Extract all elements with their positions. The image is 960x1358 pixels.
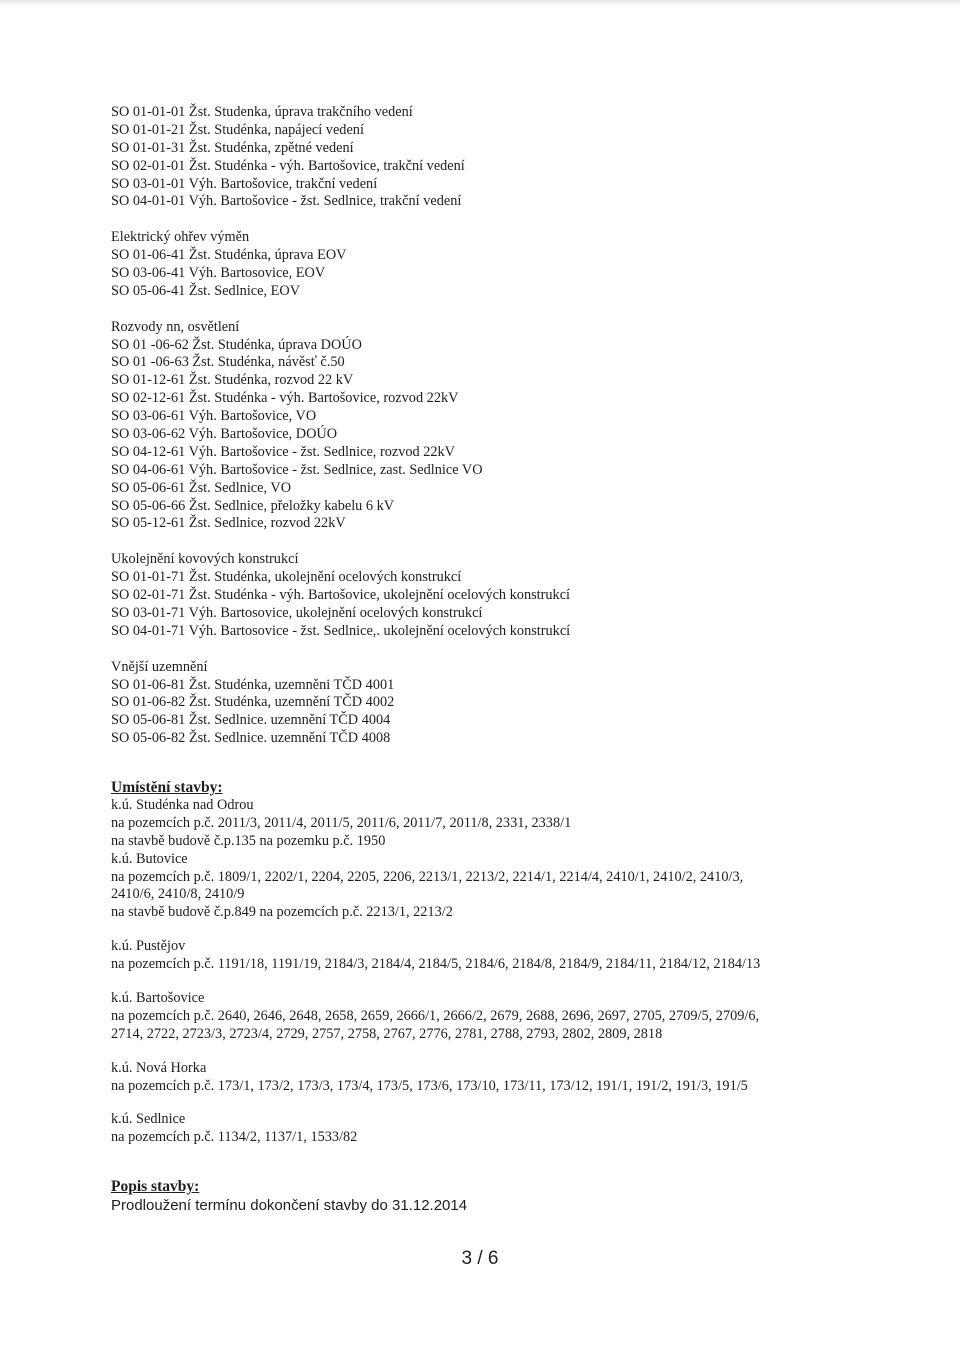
list-item: SO 05-06-41 Žst. Sedlnice, EOV [111, 282, 301, 299]
list-item: SO 04-01-71 Výh. Bartosovice - žst. Sedlnice,. ukolejnění ocelových konstrukcí [111, 622, 571, 639]
page-number: 3 / 6 [461, 1248, 499, 1269]
cadastral-area: k.ú. Studénka nad Odrou [111, 796, 254, 813]
grounding-section [111, 659, 931, 748]
list-item: SO 03-06-62 Výh. Bartošovice, DOÚO [111, 426, 338, 443]
list-item: SO 05-06-81 Žst. Sedlnice. uzemnění TČD 4004 [111, 712, 391, 729]
list-item: SO 05-06-66 Žst. Sedlnice, přeložky kabelu 6 kV [111, 497, 395, 514]
section-title: Ukolejnění kovových konstrukcí [111, 551, 299, 568]
list-item: SO 03-01-71 Výh. Bartosovice, ukolejnění ocelových konstrukcí [111, 604, 483, 621]
list-item: SO 04-12-61 Výh. Bartošovice - žst. Sedlnice, rozvod 22kV [111, 443, 455, 460]
traction-list [111, 104, 931, 211]
spacer [111, 533, 931, 551]
spacer [111, 1044, 931, 1060]
list-item: SO 01-06-41 Žst. Studénka, úprava EOV [111, 247, 347, 264]
document-body [111, 104, 931, 1214]
parcel-list: na pozemcích p.č. 1809/1, 2202/1, 2204, 2205, 2206, 2213/1, 2213/2, 2214/1, 2214/4, 2410/1, 2410/2, 2410/3, [111, 868, 744, 885]
section-title: Rozvody nn, osvětlení [111, 318, 240, 335]
list-item: SO 01-01-01 Žst. Studenka, úprava trakčního vedení [111, 104, 413, 120]
description-text: Prodloužení termínu dokončení stavby do 31.12.2014 [111, 1197, 468, 1215]
parcel-list: na pozemcích p.č. 173/1, 173/2, 173/3, 173/4, 173/5, 173/6, 173/10, 173/11, 173/12, 191/1, 191/2, 191/3, 191/5 [111, 1077, 748, 1094]
list-item: SO 02-01-71 Žst. Studénka - výh. Bartošovice, ukolejnění ocelových konstrukcí [111, 587, 571, 604]
distribution-section [111, 319, 931, 534]
list-item: SO 02-12-61 Žst. Studénka - výh. Bartošovice, rozvod 22kV [111, 390, 459, 407]
parcel-list: na pozemcích p.č. 1191/18, 1191/19, 2184/3, 2184/4, 2184/5, 2184/6, 2184/8, 2184/9, 2184/11, 2184/12, 2184/13 [111, 956, 761, 973]
list-item: SO 01-06-82 Žst. Studénka, uzemnění TČD 4002 [111, 694, 395, 711]
list-item: SO 04-06-61 Výh. Bartošovice - žst. Sedlnice, zast. Sedlnice VO [111, 461, 483, 478]
spacer [111, 211, 931, 229]
cadastral-area: k.ú. Sedlnice [111, 1111, 186, 1128]
parcel-list-continued: 2714, 2722, 2723/3, 2723/4, 2729, 2757, 2758, 2767, 2776, 2781, 2788, 2793, 2802, 2809, 2818 [111, 1025, 663, 1042]
list-item: SO 03-01-01 Výh. Bartošovice, trakční vedení [111, 175, 378, 192]
spacer [111, 922, 931, 938]
list-item: SO 01-12-61 Žst. Studénka, rozvod 22 kV [111, 372, 354, 389]
spacer [111, 1095, 931, 1111]
list-item: SO 03-06-41 Výh. Bartosovice, EOV [111, 265, 326, 282]
heating-section [111, 229, 931, 301]
list-item: SO 01-01-71 Žst. Studénka, ukolejnění ocelových konstrukcí [111, 569, 462, 586]
section-title: Elektrický ohřev výměn [111, 229, 250, 246]
parcel-list: na pozemcích p.č. 2640, 2646, 2648, 2658, 2659, 2666/1, 2666/2, 2679, 2688, 2696, 2697, 2705, 2709/5, 2709/6, [111, 1007, 760, 1024]
list-item: SO 01-01-31 Žst. Studénka, zpětné vedení [111, 139, 354, 156]
list-item: SO 02-01-01 Žst. Studénka - výh. Bartošovice, trakční vedení [111, 157, 465, 174]
cadastral-area: k.ú. Pustějov [111, 938, 186, 955]
cadastral-area: k.ú. Nová Horka [111, 1059, 207, 1076]
rail-bonding-section [111, 551, 931, 640]
section-title: Vnější uzemnění [111, 658, 208, 675]
scan-top-edge [0, 0, 960, 6]
list-item: SO 03-06-61 Výh. Bartošovice, VO [111, 408, 317, 425]
list-item: SO 01-06-81 Žst. Studénka, uzemněni TČD 4001 [111, 676, 395, 693]
parcel-list-continued: 2410/6, 2410/8, 2410/9 [111, 886, 245, 903]
spacer [111, 748, 931, 779]
list-item: SO 01 -06-62 Žst. Studénka, úprava DOÚO [111, 336, 362, 353]
spacer [111, 1147, 931, 1178]
list-item: SO 04-01-01 Výh. Bartošovice - žst. Sedlnice, trakční vedení [111, 193, 462, 210]
spacer [111, 974, 931, 990]
spacer [111, 641, 931, 659]
cadastral-area: k.ú. Butovice [111, 850, 188, 867]
description-heading: Popis stavby: [111, 1178, 200, 1196]
list-item: SO 05-12-61 Žst. Sedlnice, rozvod 22kV [111, 515, 346, 532]
cadastral-area: k.ú. Bartošovice [111, 989, 205, 1006]
list-item: SO 05-06-61 Žst. Sedlnice, VO [111, 479, 292, 496]
list-item: SO 05-06-82 Žst. Sedlnice. uzemnění TČD 4008 [111, 730, 391, 747]
parcel-list: na pozemcích p.č. 1134/2, 1137/1, 1533/82 [111, 1129, 358, 1146]
parcel-list: na pozemcích p.č. 2011/3, 2011/4, 2011/5, 2011/6, 2011/7, 2011/8, 2331, 2338/1 [111, 814, 572, 831]
building-info: na stavbě budově č.p.849 na pozemcích p.č. 2213/1, 2213/2 [111, 904, 453, 921]
description-section [111, 1178, 931, 1214]
list-item: SO 01 -06-63 Žst. Studénka, návěsť č.50 [111, 354, 345, 371]
spacer [111, 301, 931, 319]
list-item: SO 01-01-21 Žst. Studénka, napájecí vedení [111, 121, 364, 138]
location-heading: Umístění stavby: [111, 779, 223, 797]
location-section [111, 779, 931, 1147]
building-info: na stavbě budově č.p.135 na pozemku p.č. 1950 [111, 832, 386, 849]
